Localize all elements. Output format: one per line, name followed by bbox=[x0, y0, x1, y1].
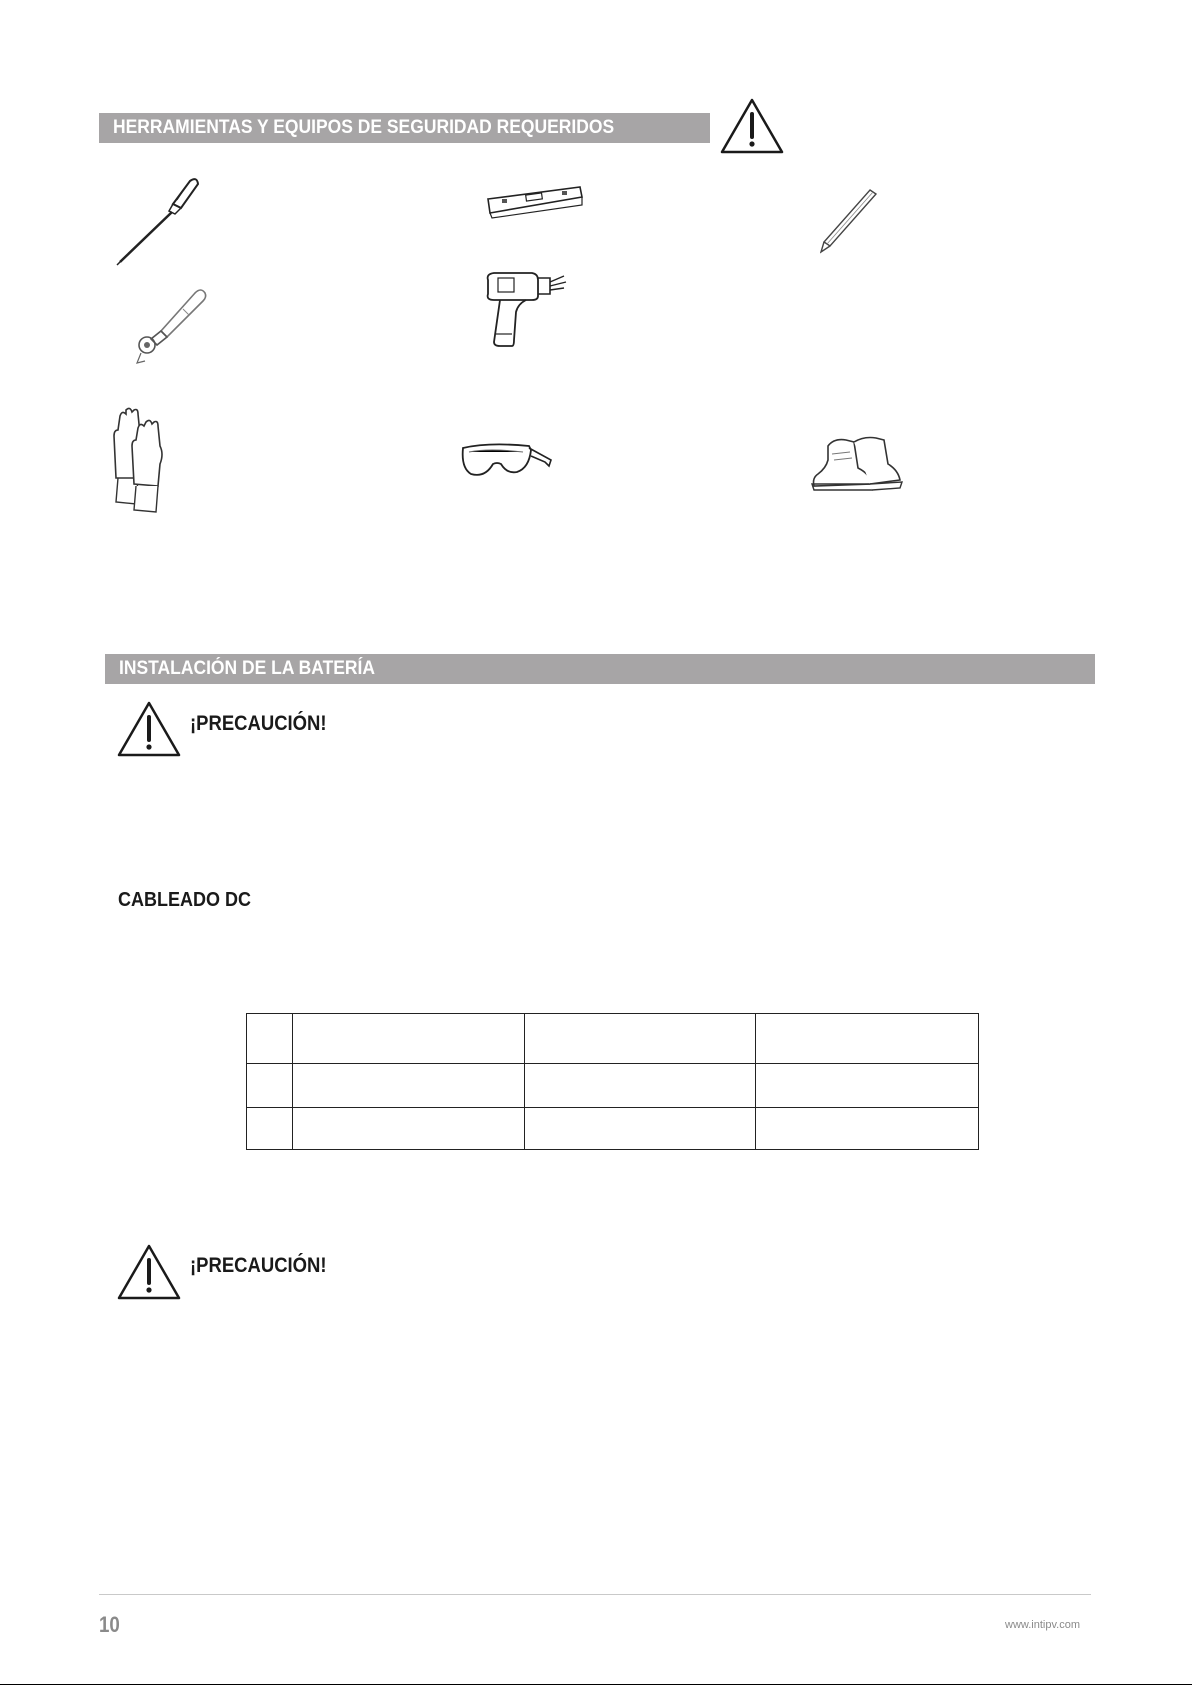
table-cell bbox=[525, 1108, 756, 1150]
table-cell bbox=[525, 1064, 756, 1108]
dc-wiring-table bbox=[246, 1013, 979, 1150]
footer-divider bbox=[99, 1594, 1091, 1595]
table-cell bbox=[756, 1064, 979, 1108]
website-link[interactable]: www.intipv.com bbox=[1005, 1619, 1080, 1631]
drill-icon bbox=[482, 270, 568, 350]
table-cell bbox=[293, 1064, 525, 1108]
table-cell bbox=[756, 1108, 979, 1150]
table-cell bbox=[247, 1064, 293, 1108]
battery-section-heading bbox=[105, 654, 1095, 684]
gloves-icon bbox=[110, 406, 166, 514]
safety-boots-icon bbox=[810, 432, 904, 496]
torque-wrench-icon bbox=[127, 285, 223, 367]
table-cell bbox=[247, 1014, 293, 1064]
warning-triangle-icon bbox=[719, 97, 785, 156]
dc-wiring-heading: CABLEADO DC bbox=[118, 889, 252, 911]
spirit-level-icon bbox=[486, 185, 584, 221]
screwdriver-icon bbox=[115, 176, 201, 266]
table-row bbox=[247, 1064, 979, 1108]
table-cell bbox=[293, 1014, 525, 1064]
caution-triangle-icon bbox=[116, 1243, 182, 1302]
caution-label: ¡PRECAUCIÓN! bbox=[190, 712, 327, 735]
safety-glasses-icon bbox=[459, 440, 555, 484]
table-row bbox=[247, 1014, 979, 1064]
table-cell bbox=[247, 1108, 293, 1150]
caution-label: ¡PRECAUCIÓN! bbox=[190, 1254, 327, 1277]
pencil-icon bbox=[820, 188, 878, 254]
table-cell bbox=[293, 1108, 525, 1150]
table-cell bbox=[525, 1014, 756, 1064]
tools-section-heading-text: HERRAMIENTAS Y EQUIPOS DE SEGURIDAD REQUERIDOS bbox=[113, 117, 615, 138]
table-cell bbox=[756, 1014, 979, 1064]
battery-section-heading-text: INSTALACIÓN DE LA BATERÍA bbox=[119, 658, 376, 679]
tools-section-heading bbox=[99, 113, 710, 143]
table-row bbox=[247, 1108, 979, 1150]
caution-triangle-icon bbox=[116, 700, 182, 759]
page-number: 10 bbox=[99, 1612, 120, 1637]
